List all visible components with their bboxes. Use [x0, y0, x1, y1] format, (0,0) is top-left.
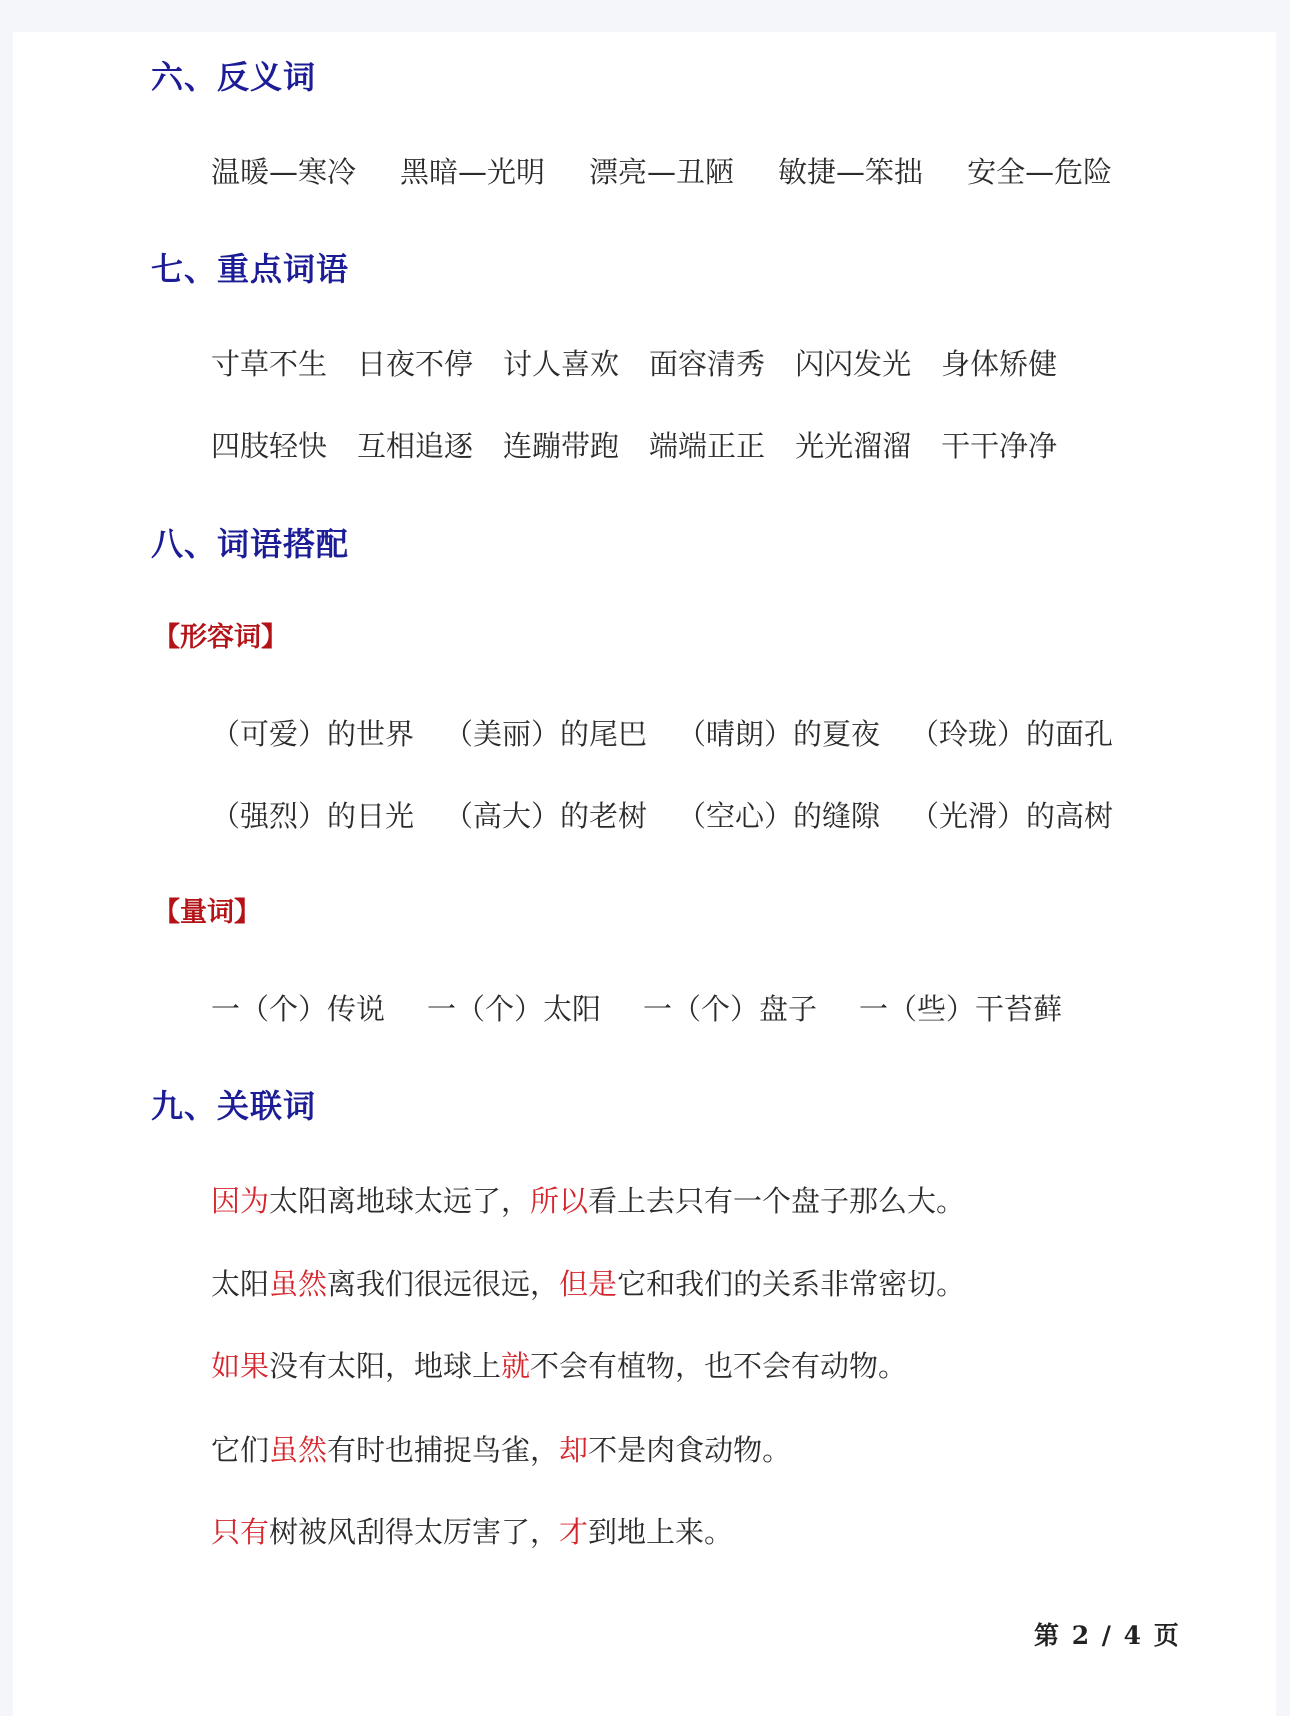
example-sentence — [211, 1512, 733, 1552]
key-word: 身体矫健 — [941, 347, 1058, 381]
antonym-pair: 安全—危险 — [967, 155, 1113, 189]
adjective-row-2 — [211, 796, 1113, 836]
conjunction-word: 却 — [559, 1433, 589, 1467]
key-word: 面容清秀 — [649, 347, 766, 381]
sentence-text: 不会有植物，也不会有动物。 — [530, 1349, 908, 1383]
sentence-text: 它和我们的关系非常密切。 — [617, 1267, 966, 1301]
heading-collocations: 八、词语搭配 — [151, 525, 350, 563]
antonym-pair: 黑暗—光明 — [400, 155, 546, 189]
key-word: 端端正正 — [649, 429, 766, 463]
conjunction-word: 因为 — [211, 1184, 270, 1218]
sentence-text: 离我们很远很远， — [327, 1267, 560, 1301]
heading-antonyms: 六、反义词 — [151, 58, 317, 96]
heading-conjunctions: 九、关联词 — [151, 1087, 317, 1125]
adjective-phrase: （空心）的缝隙 — [677, 799, 881, 833]
example-sentence — [211, 1181, 965, 1221]
page-number: 第 2 / 4 页 — [1034, 1621, 1179, 1650]
key-word: 闪闪发光 — [795, 347, 912, 381]
sentence-text: 太阳 — [211, 1267, 270, 1301]
sentence-text: 它们 — [211, 1433, 270, 1467]
sentence-text: 到地上来。 — [588, 1515, 734, 1549]
conjunction-word: 才 — [559, 1515, 589, 1549]
adjective-phrase: （晴朗）的夏夜 — [677, 717, 881, 751]
key-words-row-1 — [211, 344, 1057, 384]
key-word: 互相追逐 — [357, 429, 474, 463]
key-word: 干干净净 — [941, 429, 1058, 463]
measure-word-phrase: 一（个）太阳 — [427, 992, 602, 1026]
measure-word-row — [211, 989, 1062, 1029]
heading-key-words: 七、重点词语 — [151, 250, 350, 288]
measure-word-phrase: 一（个）盘子 — [643, 992, 818, 1026]
key-word: 讨人喜欢 — [503, 347, 620, 381]
key-word: 光光溜溜 — [795, 429, 912, 463]
key-word: 寸草不生 — [211, 347, 328, 381]
key-words-row-2 — [211, 426, 1057, 466]
sentence-text: 有时也捕捉鸟雀， — [327, 1433, 560, 1467]
measure-word-phrase: 一（个）传说 — [211, 992, 386, 1026]
sentence-text: 不是肉食动物。 — [588, 1433, 792, 1467]
key-word: 连蹦带跑 — [503, 429, 620, 463]
conjunction-word: 所以 — [530, 1184, 589, 1218]
conjunction-word: 如果 — [211, 1349, 270, 1383]
sentence-text: 没有太阳，地球上 — [269, 1349, 502, 1383]
measure-word-phrase: 一（些）干苔藓 — [859, 992, 1063, 1026]
antonym-pair: 温暖—寒冷 — [211, 155, 357, 189]
sentence-text: 太阳离地球太远了， — [269, 1184, 531, 1218]
example-sentence — [211, 1346, 907, 1386]
conjunction-word: 但是 — [559, 1267, 618, 1301]
conjunction-word: 虽然 — [269, 1267, 328, 1301]
sentence-text: 看上去只有一个盘子那么大。 — [588, 1184, 966, 1218]
label-measure-words: 【量词】 — [153, 897, 261, 928]
conjunction-word: 只有 — [211, 1515, 270, 1549]
antonym-list — [211, 152, 1112, 192]
antonym-pair: 敏捷—笨拙 — [778, 155, 924, 189]
adjective-phrase: （高大）的老树 — [444, 799, 648, 833]
conjunction-word: 就 — [501, 1349, 531, 1383]
example-sentence — [211, 1264, 965, 1304]
adjective-phrase: （玲珑）的面孔 — [910, 717, 1114, 751]
label-adjectives: 【形容词】 — [153, 622, 288, 653]
antonym-pair: 漂亮—丑陋 — [589, 155, 735, 189]
adjective-phrase: （美丽）的尾巴 — [444, 717, 648, 751]
key-word: 四肢轻快 — [211, 429, 328, 463]
adjective-phrase: （光滑）的高树 — [910, 799, 1114, 833]
adjective-row-1 — [211, 714, 1113, 754]
adjective-phrase: （可爱）的世界 — [211, 717, 415, 751]
key-word: 日夜不停 — [357, 347, 474, 381]
conjunction-word: 虽然 — [269, 1433, 328, 1467]
sentence-text: 树被风刮得太厉害了， — [269, 1515, 560, 1549]
adjective-phrase: （强烈）的日光 — [211, 799, 415, 833]
example-sentence — [211, 1430, 791, 1470]
